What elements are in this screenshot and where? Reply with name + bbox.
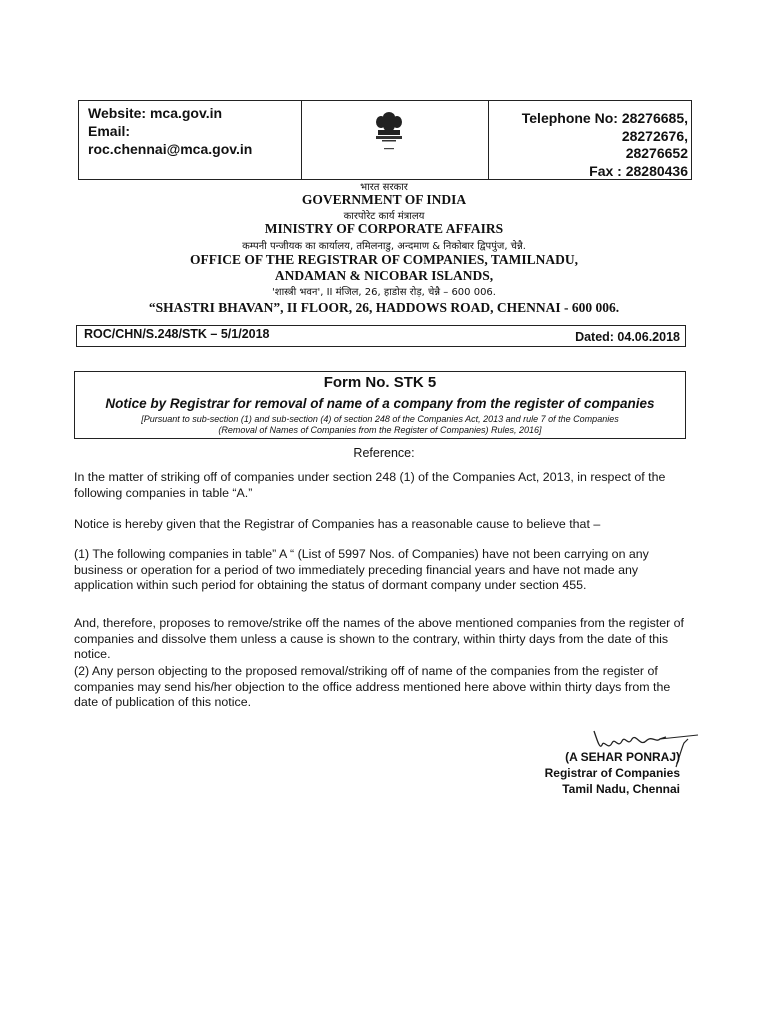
form-note-line2: (Removal of Names of Companies from the Register of Companies) Rules, 2016] <box>218 425 542 435</box>
hindi-govt: भारत सरकार <box>360 182 408 193</box>
hindi-office: कम्पनी पन्जीयक का कार्यालय, तमिलनाडु, अन्दमाण & निकोबार द्विपपुंज, चेन्नै. <box>242 241 526 252</box>
telephone-2: 28272676, <box>621 127 688 144</box>
signatory-designation: Registrar of Companies <box>544 766 680 780</box>
signatory-name: (A SEHAR PONRAJ) <box>565 750 680 764</box>
ministry-title: MINISTRY OF CORPORATE AFFAIRS <box>264 221 504 236</box>
dated-text: Dated: 04.06.2018 <box>575 330 680 344</box>
national-emblem-icon <box>372 110 406 156</box>
paragraph-4: And, therefore, proposes to remove/strike off the names of the above mentioned companies from the register of companies and dissolve them unless a cause is shown to the contrary, within thirty days from the date of this notice. <box>74 616 684 662</box>
signatory-block <box>545 749 680 797</box>
reference-label: Reference: <box>353 446 415 460</box>
paragraph-5: (2) Any person objecting to the proposed removal/striking off of name of the companies from the register of companies may send his/her objection to the office address mentioned here above within thirty days from the date of publication of this notice. <box>74 664 671 710</box>
hindi-ministry: कारपोरेट कार्य मंत्रालय <box>343 211 425 222</box>
office-address: “SHASTRI BHAVAN”, II FLOOR, 26, HADDOWS ROAD, CHENNAI - 600 006. <box>148 300 620 315</box>
phone-block <box>522 110 688 180</box>
email-text[interactable]: roc.chennai@mca.gov.in <box>88 141 253 157</box>
paragraph-1: In the matter of striking off of companies under section 248 (1) of the Companies Act, 2013, in respect of the following companies in table “A.” <box>74 470 666 500</box>
form-note-line1: [Pursuant to sub-section (1) and sub-section (4) of section 248 of the Companies Act, 2013 and rule 7 of the Companies <box>141 414 619 424</box>
telephone-text: Telephone No: 28276685, <box>521 110 688 126</box>
paragraph-3: (1) The following companies in table” A “ (List of 5997 Nos. of Companies) have not been carrying on any business or operation for a period of two immediately preceding financial years and have not made any application within such period for obtaining the status of dormant company under section 455. <box>74 547 649 593</box>
contact-block <box>88 104 252 158</box>
office-title-line1: OFFICE OF THE REGISTRAR OF COMPANIES, TAMILNADU, <box>189 252 579 267</box>
hindi-address: 'शास्त्री भवन', II मंजिल, 26, हाडोस रोड़, चेन्नै – 600 006. <box>272 287 496 298</box>
form-subtitle: Notice by Registrar for removal of name of a company from the register of companies <box>105 396 655 411</box>
signatory-location: Tamil Nadu, Chennai <box>562 782 680 796</box>
telephone-3: 28276652 <box>625 145 688 161</box>
form-title: Form No. STK 5 <box>323 374 437 391</box>
form-note <box>74 414 686 436</box>
email-label: Email: <box>88 123 131 139</box>
reference-number: ROC/CHN/S.248/STK – 5/1/2018 <box>84 327 270 341</box>
fax-text: Fax : 28280436 <box>589 162 688 179</box>
govt-title: GOVERNMENT OF INDIA <box>301 192 467 207</box>
paragraph-2: Notice is hereby given that the Registrar of Companies has a reasonable cause to believe that – <box>74 517 601 531</box>
website-text[interactable]: Website: mca.gov.in <box>88 105 223 121</box>
office-title-line2: ANDAMAN & NICOBAR ISLANDS, <box>274 268 494 283</box>
